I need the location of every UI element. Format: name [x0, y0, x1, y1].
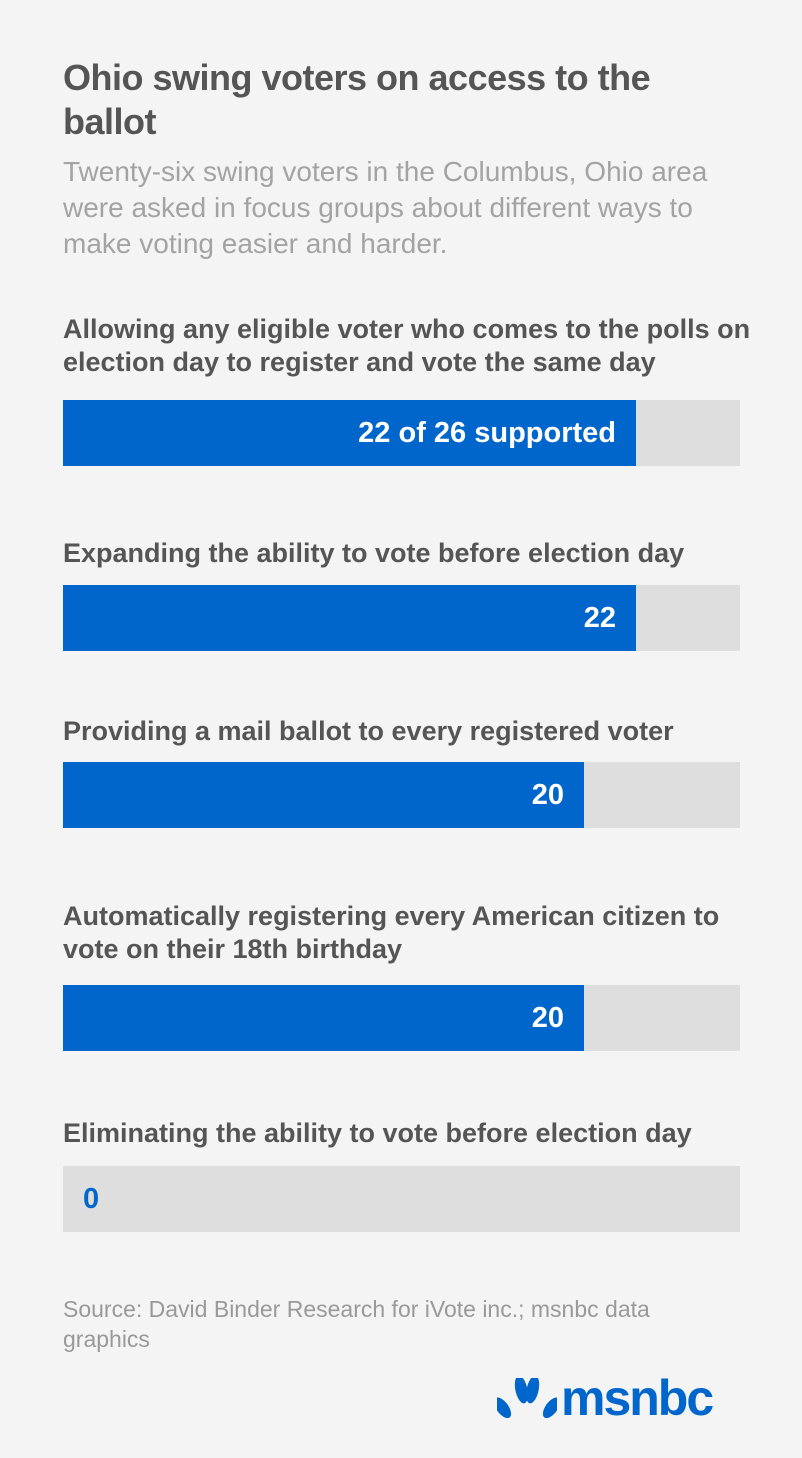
peacock-icon — [497, 1378, 557, 1418]
category-label: Eliminating the ability to vote before election day — [63, 1118, 692, 1148]
bar-track — [63, 1166, 740, 1232]
category-label: Providing a mail ballot to every registered voter — [63, 716, 674, 746]
category-label: Automatically registering every American citizen to vote on their 18th birthday — [63, 901, 720, 964]
category-label: Allowing any eligible voter who comes to the polls on election day to register and vote the same day — [63, 314, 751, 377]
bar-track — [63, 585, 740, 651]
bar — [63, 762, 584, 828]
logo-wordmark: msnbc — [561, 1370, 713, 1426]
bar — [63, 585, 636, 651]
bar-value-label: 20 — [531, 779, 564, 811]
bar-value-label: 22 of 26 supported — [358, 417, 616, 449]
chart-subtitle: Twenty-six swing voters in the Columbus, Ohio area were asked in focus groups about different ways to make voting easier and harder. — [63, 156, 708, 259]
bar-track — [63, 985, 740, 1051]
source-note: Source: David Binder Research for iVote inc.; msnbc data graphics — [63, 1296, 650, 1352]
chart-title: Ohio swing voters on access to the ballot — [63, 57, 651, 142]
bar-value-label: 0 — [83, 1183, 100, 1215]
category-label: Expanding the ability to vote before election day — [63, 538, 685, 568]
bar-track — [63, 400, 740, 466]
msnbc-logo — [497, 1370, 713, 1426]
bar-value-label: 22 — [583, 602, 616, 634]
bar-value-label: 20 — [531, 1002, 564, 1034]
bar-track — [63, 762, 740, 828]
bar — [63, 985, 584, 1051]
